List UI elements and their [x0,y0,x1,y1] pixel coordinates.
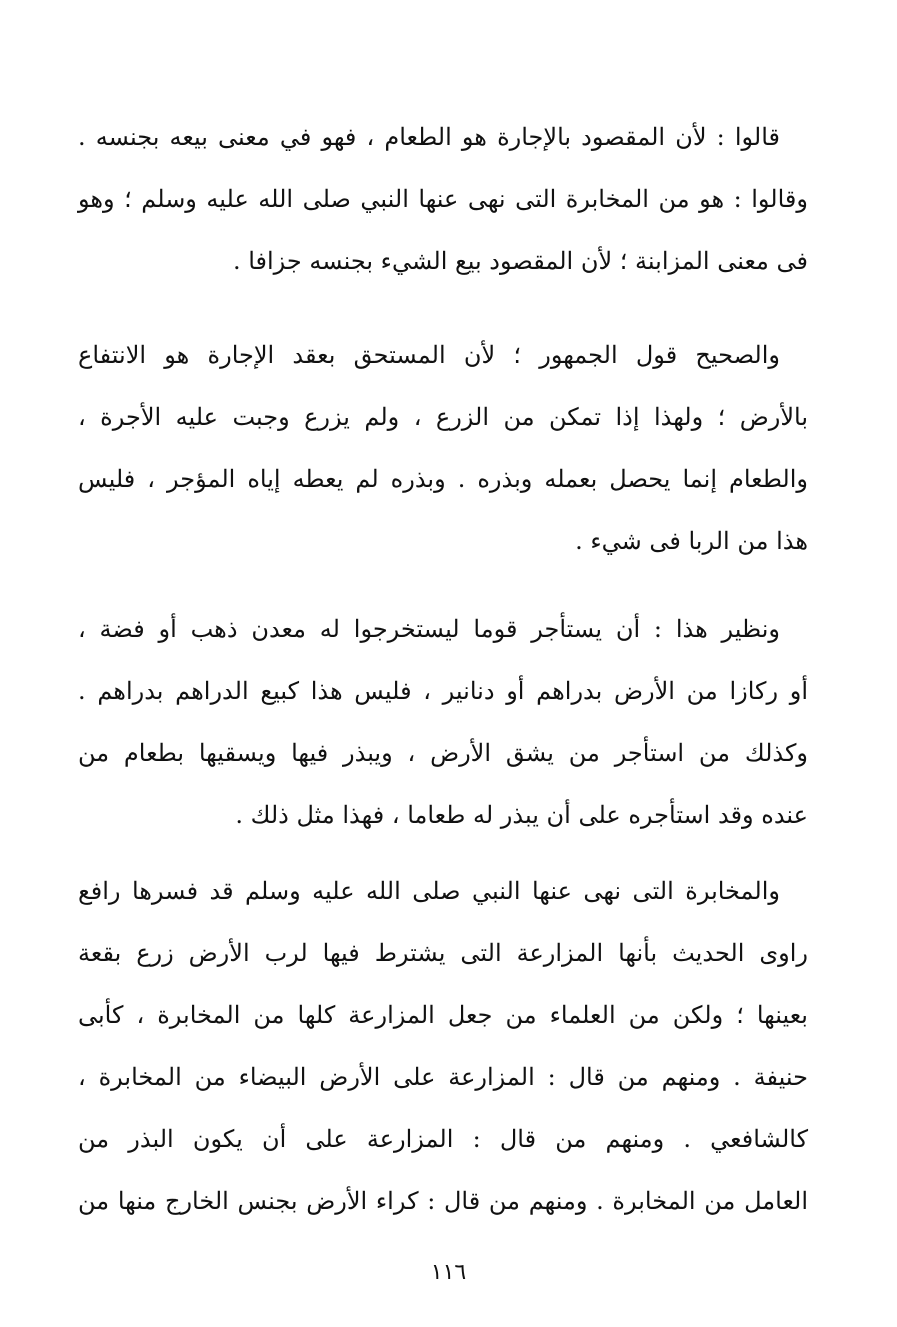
paragraph-2 [78,324,808,572]
paragraph-line: العامل من المخابرة . ومنهم من قال : كراء الأرض بجنس الخارج منها من [78,1187,808,1215]
paragraph-line: حنيفة . ومنهم من قال : المزارعة على الأرض البيضاء من المخابرة ، [78,1063,808,1091]
paragraph-line: والمخابرة التى نهى عنها النبي صلى الله عليه وسلم قد فسرها رافع [78,877,780,905]
paragraph-1 [78,106,808,292]
page-number: ١١٦ [430,1260,467,1285]
paragraph-line: هذا من الربا فى شيء . [575,527,808,555]
paragraph-line: بالأرض ؛ ولهذا إذا تمكن من الزرع ، ولم يزرع وجبت عليه الأجرة ، [78,403,808,431]
paragraph-3 [78,598,808,846]
paragraph-line: فى معنى المزابنة ؛ لأن المقصود بيع الشيء بجنسه جزافا . [232,247,808,275]
paragraph-line: والصحيح قول الجمهور ؛ لأن المستحق بعقد الإجارة هو الانتفاع [78,341,780,369]
paragraph-line: كالشافعي . ومنهم من قال : المزارعة على أن يكون البذر من [78,1125,808,1153]
paragraph-line: أو ركازا من الأرض بدراهم أو دنانير ، فليس هذا كبيع الدراهم بدراهم . [78,677,808,705]
paragraph-line: وقالوا : هو من المخابرة التى نهى عنها النبي صلى الله عليه وسلم ؛ وهو [78,185,808,213]
paragraph-line: وكذلك من استأجر من يشق الأرض ، ويبذر فيها ويسقيها بطعام من [78,739,808,767]
paragraph-line: عنده وقد استأجره على أن يبذر له طعاما ، فهذا مثل ذلك . [235,801,808,829]
paragraph-line: بعينها ؛ ولكن من العلماء من جعل المزارعة كلها من المخابرة ، كأبى [78,1001,808,1029]
paragraph-line: قالوا : لأن المقصود بالإجارة هو الطعام ، فهو في معنى بيعه بجنسه . [78,123,780,151]
paragraph-line: ونظير هذا : أن يستأجر قوما ليستخرجوا له معدن ذهب أو فضة ، [78,615,780,643]
paragraph-4 [78,860,808,1232]
paragraph-line: والطعام إنما يحصل بعمله وبذره . وبذره لم يعطه إياه المؤجر ، فليس [78,465,808,493]
paragraph-line: راوى الحديث بأنها المزارعة التى يشترط فيها لرب الأرض زرع بقعة [78,939,808,967]
